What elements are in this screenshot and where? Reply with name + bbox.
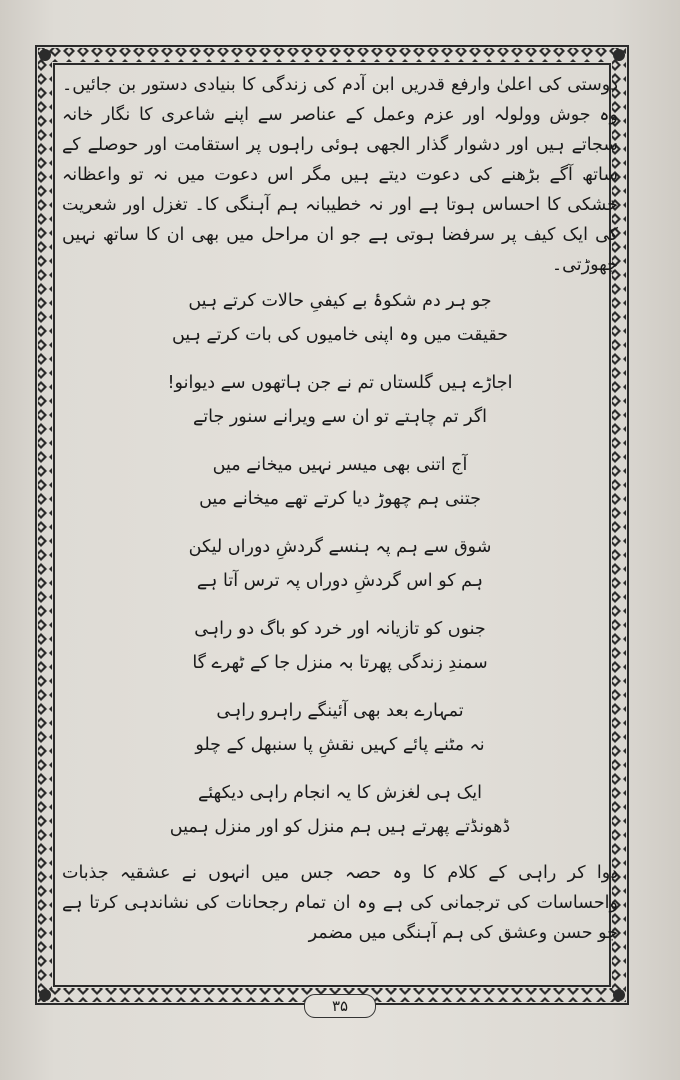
couplet-line: شوق سے ہم پہ ہنسے گردشِ دوراں لیکن [188, 537, 492, 557]
couplet-line: جتنی ہم چھوڑ دیا کرتے تھے میخانے میں [199, 489, 481, 509]
couplet-line: جو ہر دم شکوۂ بے کیفیِ حالات کرتے ہیں [188, 291, 492, 311]
couplet [62, 530, 618, 598]
couplet-line: ہم کو اس گردشِ دوراں پہ ترس آتا ہے [196, 571, 484, 591]
couplet-line: سمندِ زندگی پھرتا بہ منزل جا کے ٹھرے گا [192, 653, 488, 673]
intro-paragraph: دوستی کی اعلیٰ وارفع قدریں ابن آدم کی زندگی کا بنیادی دستور بن جائیں۔ وہ جوش وولولہ اور عزم وعمل کے عناصر سے اپنے شاعری کا نگار خانہ سجاتے ہیں اور دشوار گذار الجھی ہوئی راہوں پر استقامت اور حوصلے کے ساتھ آگے بڑھنے کی دعوت دیتے ہیں مگر اس دعوت میں نہ تو واعظانہ خشکی کا احساس ہوتا ہے اور نہ خطیبانہ ہم آہنگی کا۔ تغزل اور شعریت کی ایک کیف پر سرفضا ہوتی ہے جو ان مراحل میں بھی ان کا ساتھ نہیں چھوڑتی۔ [62, 75, 618, 275]
page-content [62, 70, 618, 970]
couplet [62, 448, 618, 516]
couplet-line: اگر تم چاہتے تو ان سے ویرانے سنور جاتے [192, 407, 488, 427]
couplet-line: نہ مٹنے پائے کہیں نقشِ پا سنبھل کے چلو [195, 735, 485, 755]
couplet [62, 366, 618, 434]
couplet-line: ایک ہی لغزش کا یہ انجام راہی دیکھئے [197, 783, 483, 803]
couplet-line: ڈھونڈتے پھرتے ہیں ہم منزل کو اور منزل ہمیں [169, 817, 511, 837]
couplet [62, 284, 618, 352]
closing-paragraph: دوا کر راہی کے کلام کا وہ حصہ جس میں انہوں نے عشقیہ جذبات واحساسات کی ترجمانی کی ہے وہ ان تمام رجحانات کی نشاندہی کرتا ہے جو حسن وعشق کی ہم آہنگی میں مضمر [62, 863, 618, 943]
couplet-line: تمہارے بعد بھی آئینگے راہرو راہی [216, 701, 464, 721]
page-number: ۳۵ [304, 994, 376, 1018]
couplet-line: آج اتنی بھی میسر نہیں میخانے میں [212, 455, 468, 475]
couplet-line: اجاڑے ہیں گلستاں تم نے جن ہاتھوں سے دیوانو! [167, 373, 513, 393]
couplet [62, 694, 618, 762]
couplets-section [62, 284, 618, 844]
couplet-line: جنوں کو تازیانہ اور خرد کو باگ دو راہی [194, 619, 486, 639]
couplet [62, 612, 618, 680]
couplet-line: حقیقت میں وہ اپنی خامیوں کی بات کرتے ہیں [171, 325, 509, 345]
couplet [62, 776, 618, 844]
